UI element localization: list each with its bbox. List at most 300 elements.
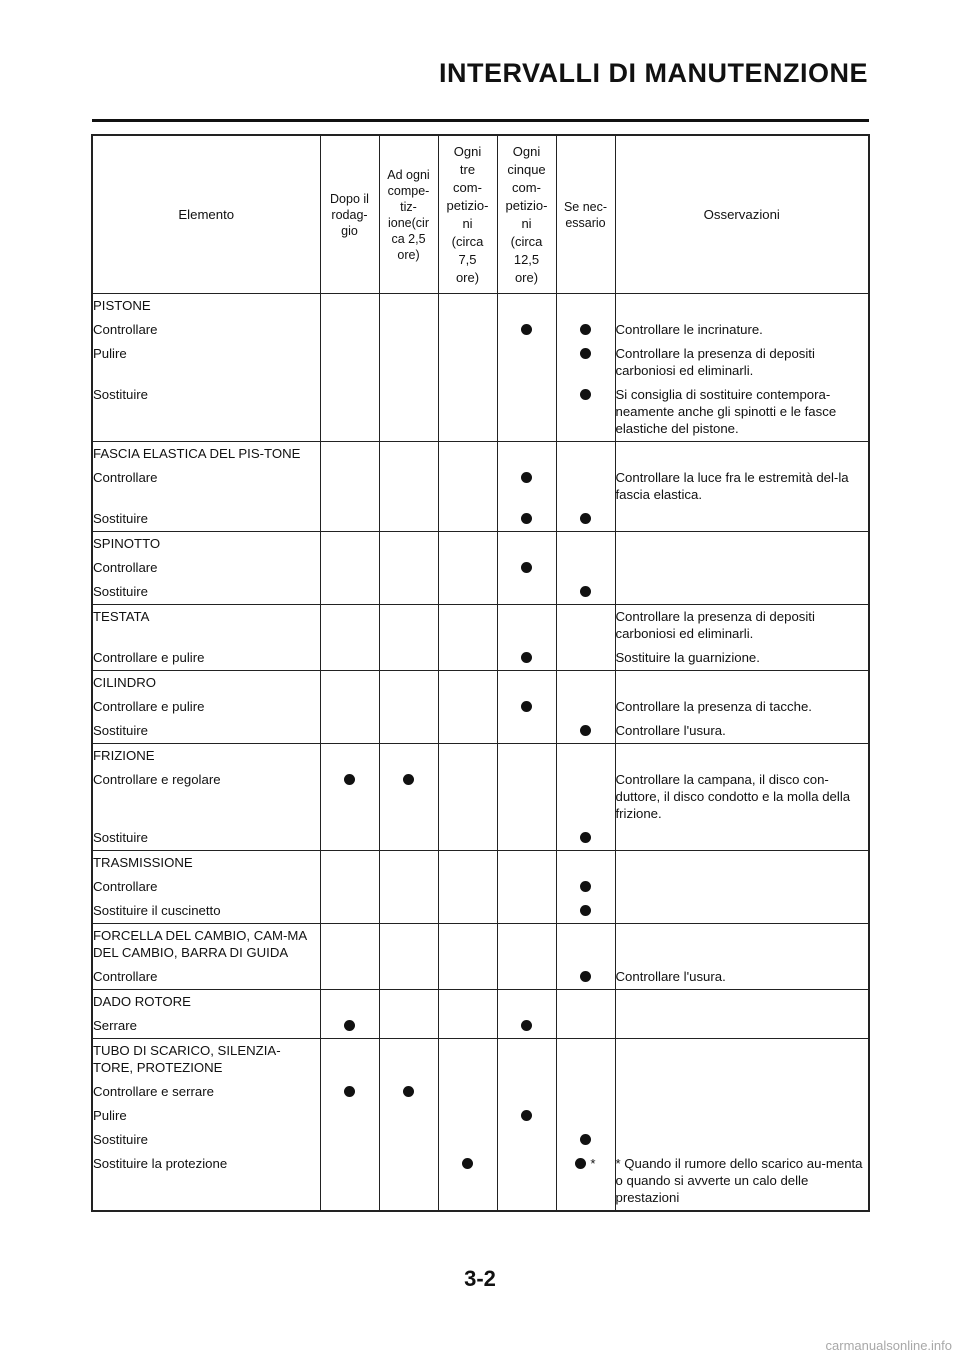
row-label xyxy=(92,556,320,580)
row-label xyxy=(92,768,320,826)
mark-cell xyxy=(556,826,615,851)
mark-cell xyxy=(320,580,379,605)
mark-cell xyxy=(438,1080,497,1104)
group-heading-row xyxy=(92,990,869,1015)
row-label xyxy=(92,719,320,744)
table-row xyxy=(92,466,869,507)
note-cell xyxy=(615,1128,869,1152)
table-header-row xyxy=(92,135,869,294)
bullet-dot-icon xyxy=(521,1020,532,1031)
mark-cell xyxy=(556,1152,615,1211)
group-name xyxy=(92,924,320,966)
mark-cell xyxy=(497,318,556,342)
mark-cell xyxy=(497,383,556,442)
note-text: * Quando il rumore dello scarico au-menta o quando si avverte un calo delle prestazioni xyxy=(615,1156,863,1205)
mark-cell xyxy=(320,744,379,769)
group-name xyxy=(92,1039,320,1081)
mark-cell xyxy=(320,556,379,580)
mark-cell xyxy=(379,580,438,605)
mark-cell xyxy=(379,605,438,647)
row-label-text: Pulire xyxy=(93,1108,127,1123)
note-cell xyxy=(615,1039,869,1081)
mark-cell xyxy=(379,826,438,851)
mark-cell xyxy=(379,695,438,719)
mark-cell xyxy=(556,556,615,580)
mark-cell xyxy=(438,671,497,696)
mark-cell xyxy=(438,719,497,744)
mark-cell xyxy=(556,646,615,671)
group-heading-row xyxy=(92,671,869,696)
mark-cell xyxy=(320,532,379,557)
mark-cell xyxy=(379,466,438,507)
mark-cell xyxy=(438,1104,497,1128)
note-cell xyxy=(615,646,869,671)
mark-cell xyxy=(497,826,556,851)
mark-cell xyxy=(379,556,438,580)
mark-cell xyxy=(379,1104,438,1128)
note-text: Controllare la campana, il disco con-duttore, il disco condotto e la molla della frizione. xyxy=(615,772,851,821)
table-row xyxy=(92,646,869,671)
column-header-every-5-races xyxy=(497,135,556,294)
note-cell xyxy=(615,695,869,719)
bullet-dot-icon xyxy=(580,832,591,843)
mark-cell xyxy=(497,1104,556,1128)
table-row xyxy=(92,556,869,580)
mark-cell xyxy=(556,318,615,342)
mark-cell xyxy=(556,719,615,744)
mark-cell xyxy=(379,318,438,342)
note-cell xyxy=(615,342,869,383)
page-title: INTERVALLI DI MANUTENZIONE xyxy=(439,58,868,88)
note-cell xyxy=(615,580,869,605)
note-cell xyxy=(615,826,869,851)
mark-cell xyxy=(438,990,497,1015)
row-label xyxy=(92,1014,320,1039)
row-label-text: Sostituire xyxy=(93,584,148,599)
mark-cell xyxy=(379,1128,438,1152)
note-text: Controllare l'usura. xyxy=(615,723,726,738)
bullet-dot-icon xyxy=(580,971,591,982)
mark-cell xyxy=(438,768,497,826)
bullet-dot-icon xyxy=(521,513,532,524)
mark-cell xyxy=(438,556,497,580)
mark-cell xyxy=(497,532,556,557)
bullet-dot-icon xyxy=(344,1086,355,1097)
row-label xyxy=(92,695,320,719)
row-label-text: Controllare e pulire xyxy=(93,699,205,714)
note-cell xyxy=(615,1152,869,1211)
column-header-element xyxy=(92,135,320,294)
column-header-label: Ogni tre com- petizio- ni (circa 7,5 ore) xyxy=(446,143,489,285)
group-heading-row xyxy=(92,442,869,467)
note-text: Controllare la presenza di tacche. xyxy=(615,699,812,714)
table-row xyxy=(92,1128,869,1152)
bullet-dot-icon xyxy=(580,881,591,892)
note-cell xyxy=(615,318,869,342)
table-row xyxy=(92,383,869,442)
group-name xyxy=(92,851,320,876)
group-heading-row xyxy=(92,605,869,647)
mark-cell xyxy=(556,875,615,899)
note-text: Sostituire la guarnizione. xyxy=(615,650,760,665)
column-header-notes xyxy=(615,135,869,294)
mark-cell xyxy=(497,556,556,580)
mark-cell xyxy=(497,924,556,966)
table-row xyxy=(92,826,869,851)
table-row xyxy=(92,768,869,826)
mark-cell xyxy=(379,768,438,826)
note-text xyxy=(616,875,869,882)
row-label xyxy=(92,342,320,383)
watermark: carmanualsonline.info xyxy=(825,1338,952,1353)
mark-cell xyxy=(497,580,556,605)
mark-cell xyxy=(556,965,615,990)
note-cell xyxy=(615,924,869,966)
asterisk-mark: * xyxy=(590,1156,596,1171)
bullet-dot-icon xyxy=(521,472,532,483)
column-header-every-race xyxy=(379,135,438,294)
row-label-text: Serrare xyxy=(93,1018,137,1033)
mark-cell xyxy=(320,768,379,826)
column-header-label: Elemento xyxy=(178,207,235,222)
row-label-text: Sostituire xyxy=(93,1132,148,1147)
mark-cell xyxy=(379,719,438,744)
mark-cell xyxy=(556,695,615,719)
note-cell xyxy=(615,605,869,647)
row-label xyxy=(92,383,320,442)
mark-cell xyxy=(320,990,379,1015)
group-name xyxy=(92,442,320,467)
note-cell xyxy=(615,1104,869,1128)
table-row xyxy=(92,507,869,532)
group-name xyxy=(92,990,320,1015)
mark-cell xyxy=(438,580,497,605)
bullet-dot-icon xyxy=(580,513,591,524)
bullet-dot-icon xyxy=(521,701,532,712)
mark-cell xyxy=(438,965,497,990)
mark-cell xyxy=(556,768,615,826)
group-name-text: FORCELLA DEL CAMBIO, CAM-MA DEL CAMBIO, BARRA DI GUIDA xyxy=(93,928,307,960)
bullet-dot-icon xyxy=(344,774,355,785)
mark-cell xyxy=(497,1152,556,1211)
mark-cell xyxy=(379,965,438,990)
note-cell xyxy=(615,744,869,769)
mark-cell xyxy=(379,294,438,319)
mark-cell xyxy=(320,826,379,851)
note-text: Controllare le incrinature. xyxy=(615,322,763,337)
bullet-dot-icon xyxy=(521,562,532,573)
table-row xyxy=(92,1152,869,1211)
mark-cell xyxy=(556,924,615,966)
row-label-text: Controllare xyxy=(93,969,158,984)
table-row xyxy=(92,580,869,605)
mark-cell xyxy=(320,1128,379,1152)
bullet-dot-icon xyxy=(521,324,532,335)
mark-cell xyxy=(379,507,438,532)
title-rule xyxy=(92,119,869,122)
group-heading-row xyxy=(92,532,869,557)
group-name xyxy=(92,744,320,769)
note-text xyxy=(616,507,869,514)
mark-cell xyxy=(320,294,379,319)
mark-cell xyxy=(320,383,379,442)
mark-cell xyxy=(497,768,556,826)
row-label xyxy=(92,826,320,851)
mark-cell xyxy=(379,1152,438,1211)
note-cell xyxy=(615,768,869,826)
mark-cell xyxy=(556,851,615,876)
mark-cell xyxy=(497,990,556,1015)
mark-cell xyxy=(379,646,438,671)
mark-cell xyxy=(497,1128,556,1152)
group-heading-row xyxy=(92,1039,869,1081)
mark-cell xyxy=(438,383,497,442)
column-header-label: Dopo il rodag- gio xyxy=(330,191,369,238)
row-label xyxy=(92,965,320,990)
row-label-text: Controllare xyxy=(93,560,158,575)
mark-cell xyxy=(379,1080,438,1104)
table-row xyxy=(92,965,869,990)
mark-cell xyxy=(438,318,497,342)
row-label-text: Controllare e regolare xyxy=(93,772,221,787)
mark-cell xyxy=(320,605,379,647)
note-cell xyxy=(615,466,869,507)
row-label xyxy=(92,580,320,605)
note-text: Controllare l'usura. xyxy=(615,969,726,984)
row-label-text: Sostituire xyxy=(93,387,148,402)
mark-cell xyxy=(320,899,379,924)
row-label-text: Controllare xyxy=(93,470,158,485)
mark-cell xyxy=(438,466,497,507)
mark-cell xyxy=(497,646,556,671)
group-heading-row xyxy=(92,744,869,769)
row-label-text: Controllare e serrare xyxy=(93,1084,214,1099)
note-cell xyxy=(615,990,869,1015)
mark-cell xyxy=(320,1080,379,1104)
mark-cell xyxy=(556,342,615,383)
mark-cell xyxy=(497,744,556,769)
column-header-label: Osservazioni xyxy=(703,207,780,222)
row-label-text: Sostituire xyxy=(93,723,148,738)
row-label-text: Sostituire il cuscinetto xyxy=(93,903,221,918)
group-name xyxy=(92,605,320,647)
mark-cell xyxy=(438,1039,497,1081)
group-name-text: CILINDRO xyxy=(93,675,157,690)
mark-cell xyxy=(320,646,379,671)
row-label-text: Pulire xyxy=(93,346,127,361)
row-label xyxy=(92,1128,320,1152)
mark-cell xyxy=(379,671,438,696)
group-name-text: TESTATA xyxy=(93,609,150,624)
row-label xyxy=(92,1152,320,1211)
bullet-dot-icon xyxy=(580,905,591,916)
note-cell xyxy=(615,442,869,467)
bullet-dot-icon xyxy=(580,324,591,335)
mark-cell xyxy=(379,532,438,557)
mark-cell xyxy=(497,466,556,507)
mark-cell xyxy=(438,826,497,851)
note-text: Controllare la presenza di depositi carboniosi ed eliminarli. xyxy=(615,346,815,378)
column-header-as-needed xyxy=(556,135,615,294)
mark-cell xyxy=(497,899,556,924)
note-text: Controllare la presenza di depositi carboniosi ed eliminarli. xyxy=(615,609,815,641)
mark-cell xyxy=(320,671,379,696)
bullet-dot-icon xyxy=(403,774,414,785)
row-label xyxy=(92,1080,320,1104)
group-heading-row xyxy=(92,924,869,966)
mark-cell xyxy=(438,744,497,769)
mark-cell xyxy=(379,924,438,966)
mark-cell xyxy=(497,342,556,383)
row-label xyxy=(92,318,320,342)
mark-cell xyxy=(438,924,497,966)
mark-cell xyxy=(556,605,615,647)
row-label-text: Controllare xyxy=(93,322,158,337)
group-heading-row xyxy=(92,851,869,876)
group-name-text: PISTONE xyxy=(93,298,151,313)
row-label xyxy=(92,875,320,899)
bullet-dot-icon xyxy=(344,1020,355,1031)
mark-cell xyxy=(320,875,379,899)
column-header-label: Ad ogni compe- tiz- ione(cir ca 2,5 ore) xyxy=(387,167,430,262)
row-label xyxy=(92,507,320,532)
mark-cell xyxy=(320,851,379,876)
column-header-label: Ogni cinque com- petizio- ni (circa 12,5 ore) xyxy=(505,143,548,285)
mark-cell xyxy=(379,442,438,467)
mark-cell xyxy=(320,1014,379,1039)
row-label-text: Controllare e pulire xyxy=(93,650,205,665)
bullet-dot-icon xyxy=(580,725,591,736)
mark-cell xyxy=(497,442,556,467)
bullet-dot-icon xyxy=(462,1158,473,1169)
note-cell xyxy=(615,875,869,899)
mark-cell xyxy=(320,1039,379,1081)
mark-cell xyxy=(438,1152,497,1211)
table-row xyxy=(92,342,869,383)
group-name xyxy=(92,294,320,319)
group-name-text: TUBO DI SCARICO, SILENZIA-TORE, PROTEZIONE xyxy=(93,1043,281,1075)
bullet-dot-icon xyxy=(580,1134,591,1145)
mark-cell xyxy=(556,1080,615,1104)
table-row xyxy=(92,1080,869,1104)
mark-cell xyxy=(556,383,615,442)
mark-cell xyxy=(379,990,438,1015)
group-name-text: TRASMISSIONE xyxy=(93,855,193,870)
note-cell xyxy=(615,965,869,990)
mark-cell xyxy=(320,342,379,383)
mark-cell xyxy=(556,466,615,507)
mark-cell xyxy=(556,507,615,532)
group-name-text: FRIZIONE xyxy=(93,748,155,763)
row-label-text: Sostituire xyxy=(93,830,148,845)
mark-cell xyxy=(320,719,379,744)
mark-cell xyxy=(438,442,497,467)
mark-cell xyxy=(438,851,497,876)
group-name-text: SPINOTTO xyxy=(93,536,161,551)
note-text xyxy=(616,1014,869,1021)
group-heading-row xyxy=(92,294,869,319)
mark-cell xyxy=(438,605,497,647)
mark-cell xyxy=(497,507,556,532)
mark-cell xyxy=(556,1104,615,1128)
mark-cell xyxy=(497,719,556,744)
mark-cell xyxy=(438,342,497,383)
mark-cell xyxy=(497,1014,556,1039)
row-label-text: Sostituire la protezione xyxy=(93,1156,228,1171)
column-header-after-breakin xyxy=(320,135,379,294)
mark-cell xyxy=(320,507,379,532)
mark-cell xyxy=(438,294,497,319)
mark-cell xyxy=(556,1039,615,1081)
note-text xyxy=(616,826,869,833)
note-cell xyxy=(615,719,869,744)
mark-cell xyxy=(556,442,615,467)
mark-cell xyxy=(438,507,497,532)
note-cell xyxy=(615,532,869,557)
bullet-dot-icon xyxy=(580,389,591,400)
note-cell xyxy=(615,1014,869,1039)
maintenance-table xyxy=(91,134,870,1212)
bullet-dot-icon xyxy=(521,1110,532,1121)
note-cell xyxy=(615,899,869,924)
mark-cell xyxy=(556,1014,615,1039)
group-name xyxy=(92,671,320,696)
note-text xyxy=(616,1080,869,1087)
note-text: Controllare la luce fra le estremità del-la fascia elastica. xyxy=(615,470,849,502)
mark-cell xyxy=(556,1128,615,1152)
mark-cell xyxy=(497,294,556,319)
group-name-text: FASCIA ELASTICA DEL PIS-TONE xyxy=(93,446,301,461)
mark-cell xyxy=(438,532,497,557)
mark-cell xyxy=(320,318,379,342)
mark-cell xyxy=(379,383,438,442)
mark-cell xyxy=(379,744,438,769)
bullet-dot-icon xyxy=(403,1086,414,1097)
mark-cell xyxy=(320,924,379,966)
note-cell xyxy=(615,851,869,876)
note-cell xyxy=(615,383,869,442)
mark-cell xyxy=(320,442,379,467)
mark-cell xyxy=(438,695,497,719)
table-row xyxy=(92,899,869,924)
mark-cell xyxy=(379,875,438,899)
mark-cell xyxy=(497,965,556,990)
row-label xyxy=(92,1104,320,1128)
note-cell xyxy=(615,1080,869,1104)
group-name-text: DADO ROTORE xyxy=(93,994,191,1009)
row-label-text: Sostituire xyxy=(93,511,148,526)
mark-cell xyxy=(438,875,497,899)
table-row xyxy=(92,875,869,899)
note-text xyxy=(616,556,869,563)
mark-cell xyxy=(556,990,615,1015)
mark-cell xyxy=(379,1014,438,1039)
mark-cell xyxy=(379,851,438,876)
note-text xyxy=(616,580,869,587)
mark-cell xyxy=(497,1039,556,1081)
bullet-dot-icon xyxy=(575,1158,586,1169)
note-cell xyxy=(615,294,869,319)
table-row xyxy=(92,719,869,744)
note-cell xyxy=(615,671,869,696)
page-number: 3-2 xyxy=(464,1266,496,1291)
table-row xyxy=(92,1014,869,1039)
mark-cell xyxy=(556,671,615,696)
mark-cell xyxy=(556,744,615,769)
mark-cell xyxy=(379,899,438,924)
mark-cell xyxy=(556,899,615,924)
mark-cell xyxy=(438,1014,497,1039)
